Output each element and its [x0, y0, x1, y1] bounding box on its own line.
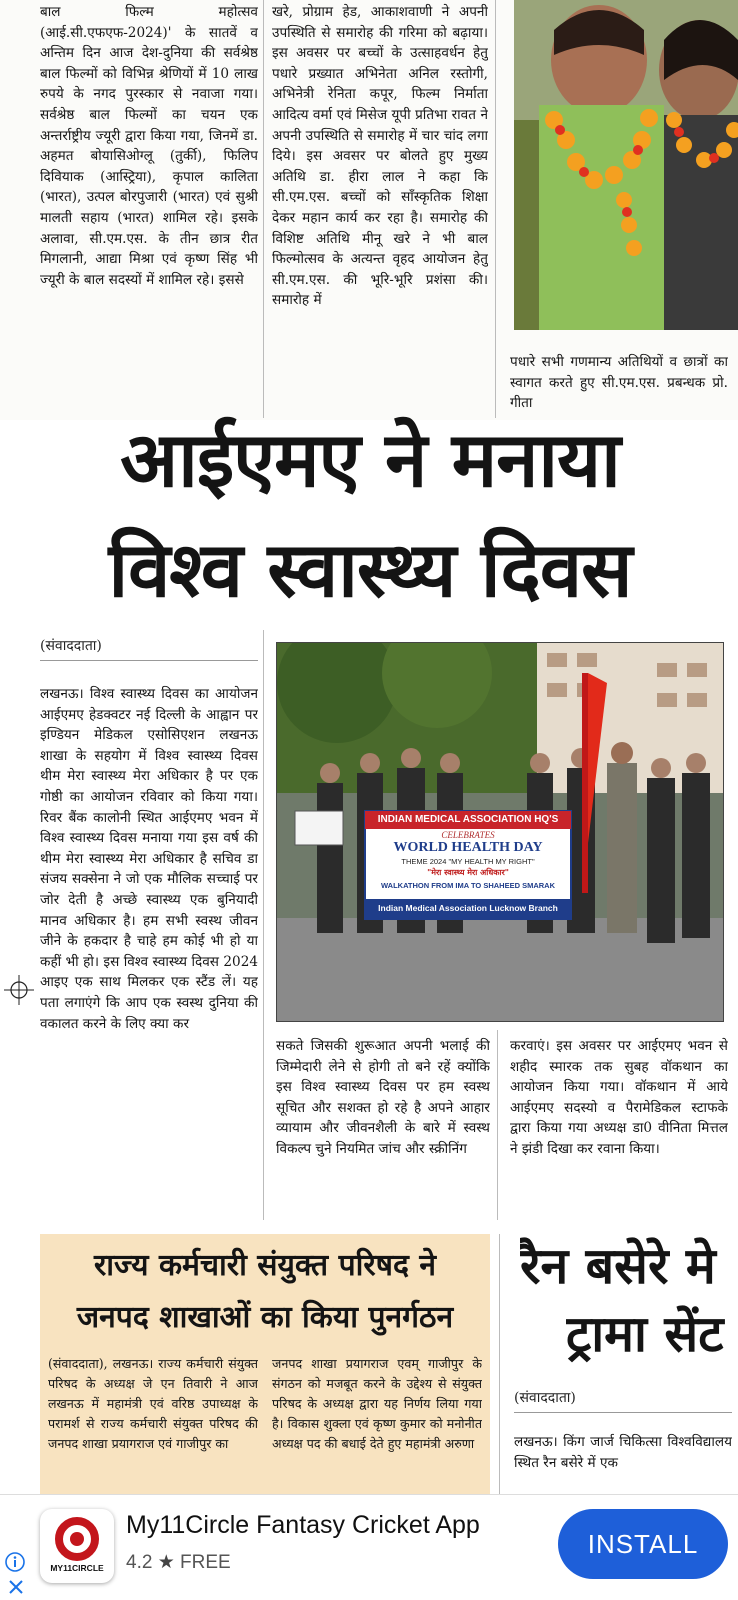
- column-divider: [263, 630, 264, 1220]
- logo-text: MY11CIRCLE: [50, 1563, 104, 1573]
- parishad-headline-line2: जनपद शाखाओं का किया पुनर्गठन: [76, 1300, 454, 1335]
- ima-col3: करवाएं। इस अवसर पर आईएमए भवन से शहीद स्मारक तक सुबह वॉकथान का आयोजन किया गया। वॉकथान में आये आईएमए सदस्यो व पैरामेडिकल स्टाफके द्वारा किया गया अध्यक्ष डा0 वीनिता मित्तल ने झंडी दिखा कर रवाना किया।: [510, 1038, 728, 1157]
- banner-line1: INDIAN MEDICAL ASSOCIATION HQ'S: [377, 814, 559, 825]
- column-divider: [263, 0, 264, 418]
- top-article: [0, 0, 738, 420]
- parishad-headline-line1: राज्य कर्मचारी संयुक्त परिषद ने: [93, 1248, 437, 1283]
- ima-headline-line2: विश्व स्वास्थ्य दिवस: [108, 525, 632, 614]
- top-article-col1: बाल फिल्म महोत्सव (आई.सी.एफएफ-2024)' के सातवें व अन्तिम दिन आज देश-दुनिया की सर्वश्रेष्ठ बाल फिल्मों को विभिन्न श्रेणियों में 10 लाख रुपये के नगद पुरस्कार से नवाजा गया। सर्वश्रेष्ठ बाल फिल्मों का चयन एक अन्तर्राष्ट्रीय ज्यूरी द्वारा किया गया, जिनमें डा. अहमत बोयासिओग्लू (तुर्की), फिलिप दिवियाक (आस्ट्रिया), कृपाल कालिता (भारत), उत्पल बोरपुजारी (भारत) एवं सुश्री मालती सहाय (भारत) शामिल रहे। इसके अलावा, सी.एम.एस. के तीन छात्र रीत मिगलानी, आद्या मिश्रा एवं कृष्ण सिंह भी ज्यूरी के बाल सदस्यों में शामिल रहे। इससे: [40, 4, 258, 288]
- info-icon[interactable]: [4, 1551, 26, 1573]
- rain-byline: (संवाददाता): [514, 1390, 576, 1406]
- banner-line6: WALKATHON FROM IMA TO SHAHEED SMARAK: [380, 881, 556, 890]
- byline-rule: [514, 1412, 732, 1413]
- star-icon: ★: [157, 1552, 175, 1573]
- ima-col1: लखनऊ। विश्व स्वास्थ्य दिवस का आयोजन आईएमए हेडक्वटर नई दिल्ली के आह्वान पर इण्डियन मेडिकल एसोसिएशन लखनऊ शाखा के सहयोग में विश्व स्वास्थ्य दिवस थीम मेरा स्वास्थ्य मेरा अधिकार है पर एक गोष्ठी का आयोजन रविवार को किया गया। रिवर बैंक कालोनी स्थित आईएमए भवन में विश्व स्वास्थ्य दिवस मनाया गया इस वर्ष की थीम मेरा स्वास्थ्य मेरा अधिकार है सचिव डा संजय सक्सेना ने जो एक मौलिक सच्चाई पर जोर देती है अच्छे स्वास्थ्य एक बुनियादी मानव अधिकार है। हम सभी स्वस्थ जीवन जीने के हकदार है चाहे हम कोई भी हो या कहीं भी हो। इस विश्व स्वास्थ्य दिवस 2024 आइए एक साथ मिलकर एक स्टैंड लें। यह पता लगाएंगे कि आप एक स्वस्थ दुनिया की वकालत करने के लिए क्या कर: [40, 686, 258, 1032]
- ima-byline: (संवाददाता): [40, 638, 102, 654]
- walkathon-photo: [276, 642, 724, 1022]
- app-price: FREE: [180, 1552, 231, 1573]
- rain-col1: लखनऊ। किंग जार्ज चिकित्सा विश्वविद्यालय स्थित रैन बसेरे में एक: [514, 1434, 732, 1471]
- parishad-article: [40, 1234, 490, 1494]
- app-rating: 4.2: [126, 1552, 153, 1573]
- app-name[interactable]: My11Circle Fantasy Cricket App: [126, 1511, 480, 1539]
- parishad-col2: जनपद शाखा प्रयागराज एवम् गाजीपुर के संगठन को मजबूत करने के उद्देश्य से संयुक्त परिषद के अध्यक्ष द्वारा यह निर्णय लिया गया है। विकास शुक्ला एवं कृष्ण कुमार को मनोनीत अध्यक्ष पद की बधाई देते हुए महामंत्री अरुणा: [272, 1356, 482, 1451]
- banner-line3: WORLD HEALTH DAY: [393, 840, 543, 855]
- garland-photo: [514, 0, 738, 330]
- rain-headline-line1: रैन बसेरे मे: [520, 1237, 716, 1295]
- parishad-col1: (संवाददाता), लखनऊ। राज्य कर्मचारी संयुक्त परिषद के अध्यक्ष जे एन तिवारी ने आज लखनऊ में महामंत्री एवं वरिष्ठ उपाध्यक्ष के परामर्श से राज्य कर्मचारी संयुक्त परिषद की जनपद शाखा प्रयागराज एवं गाजीपुर का: [48, 1356, 258, 1451]
- banner-line4: THEME 2024 "MY HEALTH MY RIGHT": [401, 857, 535, 866]
- top-article-col2: खरे, प्रोग्राम हेड, आकाशवाणी ने अपनी उपस्थिति से समारोह की गरिमा को बढ़ाया। इस अवसर पर बच्चों के उत्साहवर्धन हेतु पधारे प्रख्यात अभिनेता अनिल रस्तोगी, अभिनेत्री रेनिता कपूर, फिल्म निर्माता आदित्य वर्मा एवं मिसेज यूपी प्रतिभा रावत ने अपनी उपस्थिति से समारोह में चार चांद लगा दिये। इस अवसर पर बोलते हुए मुख्य अतिथि डा. हीरा लाल ने कहा कि सी.एम.एस. बच्चों को सॉंस्कृतिक शिक्षा देकर महान कार्य कर रहा है। समारोह की विशिष्ट अतिथि मीनू खरे ने भी बाल फिल्मोत्सव के अत्यन्त वृहद आयोजन हेतु सी.एम.एस. की भूरि-भूरि प्रशंसा की। समारोह में: [272, 4, 488, 309]
- app-logo[interactable]: [40, 1509, 114, 1583]
- banner-line2: CELEBRATES: [441, 830, 495, 840]
- ima-col2: सकते जिसकी शुरूआत अपनी भलाई की जिम्मेदारी लेने से होगी तो बने रहें क्योंकि इस विश्व स्वास्थ्य दिवस पर हम स्वस्थ सूचित और सशक्त हो रहे है अपने आहार व्यायाम और जीवनशैली के बारे में स्वस्थ विकल्प चुने नियमित जांच और स्क्रीनिंग: [276, 1038, 490, 1157]
- app-install-ad[interactable]: [0, 1494, 738, 1600]
- app-rating-row: [126, 1551, 326, 1577]
- rain-headline-line2: ट्रामा सेंट: [566, 1305, 724, 1363]
- top-article-col3: पधारे सभी गणमान्य अतिथियों व छात्रों का स्वागत करते हुए सी.एम.एस. प्रबन्धक प्रो. गीता: [510, 354, 728, 412]
- banner-line7: Indian Medical Association Lucknow Branch: [378, 903, 558, 913]
- column-divider: [495, 0, 496, 418]
- column-divider: [497, 1030, 498, 1220]
- install-button[interactable]: INSTALL: [558, 1509, 728, 1579]
- ima-headline-line1: आईएमए ने मनाया: [120, 415, 620, 504]
- crosshair-icon: [4, 975, 34, 1005]
- column-divider: [499, 1234, 500, 1494]
- byline-rule: [40, 660, 258, 661]
- banner-line5: "मेरा स्वास्थ्य मेरा अधिकार": [427, 868, 509, 877]
- close-icon[interactable]: [6, 1577, 26, 1597]
